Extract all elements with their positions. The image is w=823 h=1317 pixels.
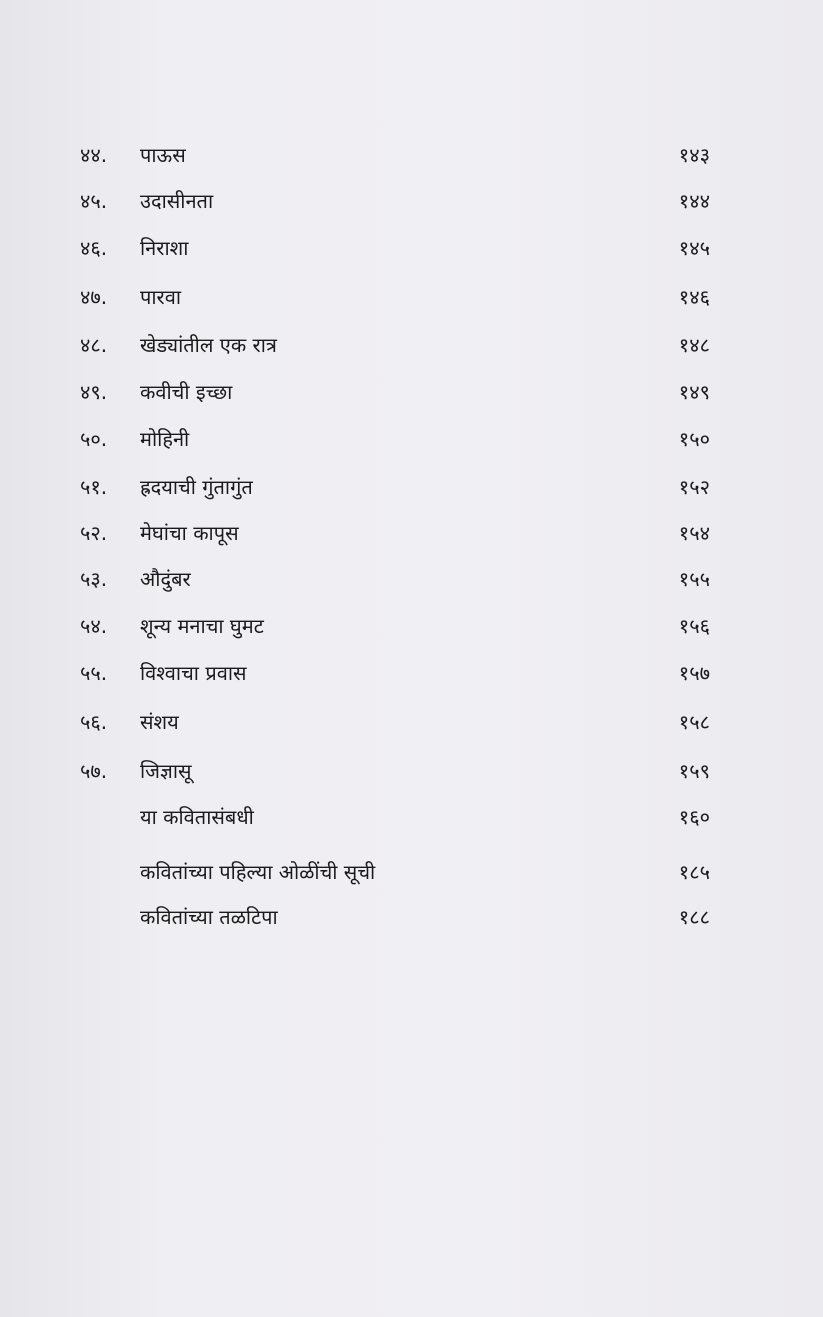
entry-title: खेड्यांतील एक रात्र xyxy=(140,333,277,357)
entry-page: १५७ xyxy=(678,661,710,685)
entry-title: शून्य मनाचा घुमट xyxy=(140,614,264,638)
entry-page: १५५ xyxy=(678,567,710,591)
entry-number: ५६. xyxy=(80,710,108,734)
toc-extra-entry xyxy=(80,855,710,889)
extra-page: १८५ xyxy=(678,860,710,884)
extra-title: कवितांच्या पहिल्या ओळींची सूची xyxy=(140,860,376,884)
entry-title: उदासीनता xyxy=(140,189,214,213)
entry-title: कवीची इच्छा xyxy=(140,380,233,404)
entry-number: ५४. xyxy=(80,614,108,638)
extra-title: कवितांच्या तळटिपा xyxy=(140,905,278,929)
entry-page: १४६ xyxy=(678,285,710,309)
entry-title: जिज्ञासू xyxy=(140,759,192,783)
entry-number: ४९. xyxy=(80,380,108,404)
toc-entry xyxy=(80,754,710,788)
toc-entry xyxy=(80,705,710,739)
entry-title: मोहिनी xyxy=(140,427,190,451)
entry-title: विश्वाचा प्रवास xyxy=(140,661,247,685)
entry-number: ५५. xyxy=(80,661,108,685)
entry-page: १५९ xyxy=(678,759,710,783)
toc-entry xyxy=(80,328,710,362)
toc-entry xyxy=(80,609,710,643)
toc-extra-entry xyxy=(80,800,710,834)
entry-number: ४५. xyxy=(80,189,108,213)
entry-page: १५६ xyxy=(678,614,710,638)
entry-number: ५१. xyxy=(80,475,108,499)
extra-page: १८८ xyxy=(678,905,710,929)
toc-extra-entry xyxy=(80,900,710,934)
entry-number: ५०. xyxy=(80,427,108,451)
entry-number: ४४. xyxy=(80,143,108,167)
extra-page: १६० xyxy=(678,805,710,829)
entry-page: १४९ xyxy=(678,380,710,404)
entry-number: ४६. xyxy=(80,236,108,260)
entry-page: १४४ xyxy=(678,189,710,213)
toc-entry xyxy=(80,280,710,314)
toc-entry xyxy=(80,231,710,265)
entry-number: ५२. xyxy=(80,521,108,545)
entry-title: मेघांचा कापूस xyxy=(140,521,239,545)
entry-title: पारवा xyxy=(140,285,182,309)
entry-page: १५८ xyxy=(678,710,710,734)
toc-entry xyxy=(80,562,710,596)
entry-number: ४७. xyxy=(80,285,108,309)
entry-page: १५४ xyxy=(678,521,710,545)
toc-entry xyxy=(80,138,710,172)
entry-page: १५० xyxy=(678,427,710,451)
toc-entry xyxy=(80,184,710,218)
toc-entry xyxy=(80,470,710,504)
toc-entry xyxy=(80,656,710,690)
toc-entry xyxy=(80,422,710,456)
toc-entry xyxy=(80,375,710,409)
entry-number: ५३. xyxy=(80,567,108,591)
entry-page: १४८ xyxy=(678,333,710,357)
entry-number: ४८. xyxy=(80,333,108,357)
entry-title: संशय xyxy=(140,710,179,734)
entry-number: ५७. xyxy=(80,759,108,783)
entry-title: पाऊस xyxy=(140,143,186,167)
entry-title: ह्रदयाची गुंतागुंत xyxy=(140,475,253,499)
entry-title: निराशा xyxy=(140,236,189,260)
entry-page: १५२ xyxy=(678,475,710,499)
toc-entry xyxy=(80,516,710,550)
extra-title: या कवितासंबधी xyxy=(140,805,254,829)
entry-page: १४५ xyxy=(678,236,710,260)
entry-page: १४३ xyxy=(678,143,710,167)
entry-title: औदुंबर xyxy=(140,567,191,591)
